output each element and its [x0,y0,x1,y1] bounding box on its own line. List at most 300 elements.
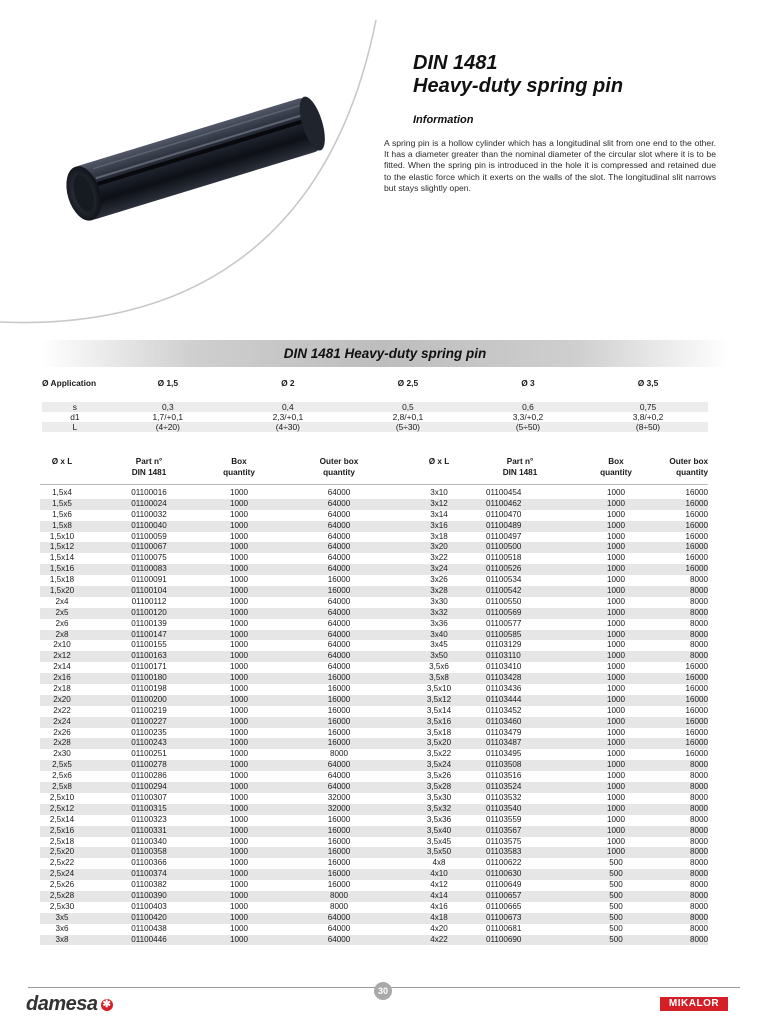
col-box: Box quantity [600,457,632,477]
table-cell: 2x6 [55,618,69,628]
table-cell: 3,5x40 [426,825,452,835]
table-cell: 16000 [685,531,708,541]
table-cell: 1000 [606,596,625,606]
table-cell: 3x18 [430,531,448,541]
table-header [40,456,708,478]
information-text: A spring pin is a hollow cylinder which has a longitudinal slit from one end to the other. It has a diameter greater than the nominal diameter of the circular slot where it is to be fitted. When the spring pin is introduced in the hole it is compressed and retained due to the elastic force which it exerts on the walls of the slot. The longitudinal slit narrows but stays slightly open. [384,138,716,193]
table-row [40,630,708,641]
table-cell: 1000 [229,934,248,944]
table-cell: 1000 [229,836,248,846]
table-cell: 1000 [606,542,625,552]
table-row [40,717,708,728]
table-cell: 64000 [327,934,351,944]
spec-row [42,412,708,422]
table-cell: 3x26 [430,575,448,585]
table-cell: 1000 [229,716,248,726]
table-cell: 64000 [327,651,351,661]
table-cell: 3,5x45 [426,836,452,846]
table-cell: 1000 [229,662,248,672]
table-cell: 1000 [606,803,625,813]
table-cell: 4x18 [430,912,448,922]
table-cell: 01100067 [131,542,167,552]
table-cell: 64000 [327,607,351,617]
table-cell: 01100673 [486,912,522,922]
table-cell: 01103129 [486,640,522,650]
table-cell: 01100323 [131,814,167,824]
table-cell: 01100569 [486,607,522,617]
table-cell: 16000 [327,575,351,585]
table-cell: 3x14 [430,509,448,519]
table-cell: 01103410 [486,662,522,672]
table-cell: 1000 [229,727,248,737]
table-cell: 2x10 [53,640,71,650]
table-cell: 01100438 [131,923,167,933]
table-cell: 500 [609,912,623,922]
table-row [40,826,708,837]
table-cell: 1000 [229,825,248,835]
table-cell: 1000 [229,520,248,530]
spring-pin-image [55,85,345,235]
table-cell: 2,5x5 [52,760,72,770]
table-cell: 1,5x14 [49,553,75,563]
table-cell: 8000 [689,771,708,781]
table-cell: 01100542 [486,586,522,596]
table-cell: 1000 [606,684,625,694]
table-cell: 500 [609,858,623,868]
table-cell: 1000 [229,890,248,900]
table-cell: 3,5x14 [426,705,452,715]
table-cell: 01100180 [131,673,167,683]
table-row [40,499,708,510]
table-cell: 1000 [606,738,625,748]
table-cell: 8000 [689,575,708,585]
table-cell: 2,5x20 [49,847,75,857]
table-row [40,684,708,695]
table-cell: 16000 [685,542,708,552]
table-cell: 3x30 [430,596,448,606]
table-row [40,804,708,815]
table-cell: 1000 [229,912,248,922]
col-outer: Outer box quantity [319,457,359,477]
table-cell: 2x5 [55,607,69,617]
table-cell: 01103495 [486,749,522,759]
table-cell: 3x8 [55,934,69,944]
table-cell: 16000 [685,662,708,672]
table-cell: 2x30 [53,749,71,759]
table-cell: 01100470 [486,509,522,519]
table-cell: 3x20 [430,542,448,552]
spec-header-cell: Ø 2,5 [397,378,419,388]
table-cell: 2,5x28 [49,890,75,900]
table-cell: 16000 [327,738,351,748]
table-cell: 64000 [327,640,351,650]
table-cell: 64000 [327,662,351,672]
table-cell: 2x18 [53,684,71,694]
table-cell: 3x32 [430,607,448,617]
damesa-logo [26,993,113,1016]
table-cell: 1000 [606,509,625,519]
table-cell: 01100278 [131,760,167,770]
table-cell: 01100286 [131,771,167,781]
table-cell: 1000 [229,771,248,781]
table-row [40,564,708,575]
table-cell: 3,5x28 [426,782,452,792]
table-cell: 01100577 [486,618,522,628]
table-cell: 8000 [689,651,708,661]
col-outer: Outer box quantity [669,457,708,477]
table-cell: 01100315 [131,803,167,813]
table-cell: 1000 [606,705,625,715]
table-cell: 01100420 [131,912,167,922]
table-cell: 3,5x8 [429,673,449,683]
table-cell: 500 [609,880,623,890]
col-part: Part n° DIN 1481 [131,457,167,477]
table-cell: 16000 [327,684,351,694]
table-cell: 8000 [689,586,708,596]
table-cell: 01103532 [486,792,522,802]
mikalor-logo: MIKALOR [660,997,728,1011]
table-cell: 01100500 [486,542,522,552]
table-cell: 3,5x22 [426,749,452,759]
table-cell: 01100200 [131,694,167,704]
table-row [40,619,708,630]
table-cell: 1000 [606,760,625,770]
spec-cell: 3,3/+0,2 [512,412,544,422]
table-cell: 01100016 [131,488,167,497]
table-cell: 64000 [327,923,351,933]
table-cell: 16000 [685,738,708,748]
table-cell: 1000 [229,651,248,661]
table-cell: 2x28 [53,738,71,748]
table-cell: 3x12 [430,498,448,508]
spec-cell: 3,8/+0,2 [632,412,664,422]
table-cell: 01103479 [486,727,522,737]
table-cell: 01100251 [131,749,167,759]
table-cell: 500 [609,934,623,944]
table-cell: 32000 [327,803,351,813]
table-cell: 16000 [685,553,708,563]
table-cell: 2,5x30 [49,901,75,911]
table-cell: 1000 [606,792,625,802]
table-cell: 1000 [606,716,625,726]
spec-cell: 2,8/+0,1 [392,412,424,422]
spec-row [42,402,708,412]
table-cell: 1000 [229,607,248,617]
table-cell: 01103524 [486,782,522,792]
col-box: Box quantity [223,457,255,477]
table-cell: 01100534 [486,575,522,585]
table-cell: 01100243 [131,738,167,748]
table-cell: 3x5 [55,912,69,922]
spec-cell: s [72,402,77,412]
table-cell: 01103452 [486,705,522,715]
table-cell: 8000 [329,749,348,759]
table-cell: 1000 [606,553,625,563]
table-cell: 16000 [327,694,351,704]
table-cell: 01100091 [131,575,167,585]
table-cell: 01100294 [131,782,167,792]
spec-header-cell: Ø 3,5 [637,378,659,388]
table-cell: 1000 [606,498,625,508]
spec-cell: 1,7/+0,1 [152,412,184,422]
table-cell: 8000 [689,607,708,617]
table-cell: 01100340 [131,836,167,846]
table-row [40,858,708,869]
spec-cell: 0,3 [161,402,174,412]
table-cell: 8000 [689,618,708,628]
table-row [40,673,708,684]
table-cell: 8000 [689,596,708,606]
table-cell: 3,5x24 [426,760,452,770]
table-row [40,608,708,619]
table-cell: 64000 [327,498,351,508]
table-cell: 3x24 [430,564,448,574]
table-cell: 01103436 [486,684,522,694]
table-cell: 1000 [606,727,625,737]
table-row [40,902,708,913]
table-cell: 8000 [329,901,348,911]
spec-header-cell: Ø 1,5 [157,378,179,388]
table-cell: 01100059 [131,531,167,541]
table-cell: 16000 [685,716,708,726]
page-number: 30 [374,982,392,1000]
table-cell: 8000 [689,760,708,770]
table-cell: 16000 [685,488,708,497]
table-cell: 1000 [229,869,248,879]
table-cell: 1000 [606,640,625,650]
table-cell: 2x24 [53,716,71,726]
table-cell: 3,5x20 [426,738,452,748]
spec-cell: 0,75 [639,402,657,412]
table-cell: 1000 [606,771,625,781]
table-cell: 64000 [327,509,351,519]
table-cell: 1000 [229,792,248,802]
table-cell: 1000 [606,586,625,596]
table-cell: 1000 [229,618,248,628]
table-row [40,662,708,673]
table-row [40,738,708,749]
table-cell: 16000 [685,520,708,530]
table-cell: 01100307 [131,792,167,802]
table-cell: 01103583 [486,847,522,857]
table-cell: 1000 [606,618,625,628]
table-cell: 64000 [327,771,351,781]
table-cell: 01100585 [486,629,522,639]
spec-row [42,422,708,432]
col-dxl: Ø x L [51,457,73,466]
table-cell: 1,5x6 [52,509,72,519]
table-cell: 01100403 [131,901,167,911]
table-cell: 01100075 [131,553,167,563]
table-cell: 1,5x8 [52,520,72,530]
table-cell: 8000 [689,782,708,792]
table-cell: 2,5x16 [49,825,75,835]
table-cell: 2,5x14 [49,814,75,824]
table-cell: 1000 [606,662,625,672]
table-cell: 01100665 [486,901,522,911]
table-cell: 01100366 [131,858,167,868]
spec-cell: (5÷50) [515,422,541,432]
table-cell: 1000 [606,488,625,497]
spec-cell: 0,4 [282,402,294,412]
table-cell: 8000 [689,901,708,911]
table-cell: 1000 [606,629,625,639]
table-cell: 1,5x5 [52,498,72,508]
table-cell: 01100227 [131,716,167,726]
table-cell: 16000 [327,727,351,737]
table-cell: 01100147 [131,629,167,639]
table-cell: 8000 [689,792,708,802]
table-cell: 1000 [229,760,248,770]
table-cell: 8000 [689,869,708,879]
table-cell: 64000 [327,782,351,792]
table-cell: 3x36 [430,618,448,628]
table-row [40,510,708,521]
table-cell: 4x16 [430,901,448,911]
table-cell: 16000 [685,705,708,715]
table-cell: 8000 [689,836,708,846]
table-cell: 01100163 [131,651,167,661]
table-cell: 01100374 [131,869,167,879]
table-row [40,749,708,760]
table-cell: 1000 [229,596,248,606]
table-cell: 8000 [689,847,708,857]
table-cell: 8000 [689,640,708,650]
table-cell: 01100630 [486,869,522,879]
table-cell: 1,5x18 [49,575,75,585]
table-cell: 3x22 [430,553,448,563]
table-cell: 8000 [689,814,708,824]
table-cell: 01100104 [131,586,167,596]
table-cell: 1000 [606,836,625,846]
table-cell: 3x40 [430,629,448,639]
table-cell: 01103567 [486,825,522,835]
table-cell: 1000 [606,607,625,617]
table-cell: 01100649 [486,880,522,890]
table-cell: 3,5x18 [426,727,452,737]
table-cell: 16000 [327,847,351,857]
table-row [40,815,708,826]
table-cell: 16000 [685,498,708,508]
table-cell: 4x10 [430,869,448,879]
table-cell: 1000 [606,651,625,661]
table-row [40,924,708,935]
table-cell: 01100032 [131,509,167,519]
table-row [40,532,708,543]
table-cell: 1000 [606,749,625,759]
table-cell: 01100390 [131,890,167,900]
table-cell: 8000 [689,912,708,922]
table-cell: 01100681 [486,923,522,933]
table-row [40,869,708,880]
table-cell: 2,5x8 [52,782,72,792]
table-cell: 01100139 [131,618,167,628]
table-row [40,891,708,902]
table-cell: 01100198 [131,684,167,694]
table-cell: 3,5x26 [426,771,452,781]
table-cell: 1000 [229,858,248,868]
table-cell: 01100657 [486,890,522,900]
table-cell: 8000 [689,890,708,900]
table-cell: 01103516 [486,771,522,781]
table-cell: 8000 [689,803,708,813]
table-cell: 64000 [327,488,351,497]
table-cell: 01103559 [486,814,522,824]
table-cell: 01103428 [486,673,522,683]
table-row [40,880,708,891]
table-cell: 01103575 [486,836,522,846]
spec-cell: (8÷50) [635,422,661,432]
table-cell: 1000 [229,923,248,933]
table-cell: 01103508 [486,760,522,770]
table-cell: 1000 [229,684,248,694]
table-row [40,640,708,651]
table-cell: 4x20 [430,923,448,933]
table-cell: 01100550 [486,596,522,606]
table-cell: 8000 [689,629,708,639]
table-cell: 16000 [685,684,708,694]
table-cell: 1000 [606,564,625,574]
table-row [40,793,708,804]
table-row [40,935,708,946]
spec-cell: 0,5 [402,402,414,412]
table-cell: 1000 [229,814,248,824]
page-subtitle: Heavy-duty spring pin [413,75,624,97]
table-cell: 8000 [329,890,348,900]
table-cell: 1000 [606,814,625,824]
table-cell: 01100112 [131,596,167,606]
table-cell: 1000 [229,803,248,813]
table-cell: 500 [609,901,623,911]
page-title: DIN 1481 [413,52,498,74]
table-cell: 1,5x12 [49,542,75,552]
table-row [40,837,708,848]
spec-cell: 0,6 [522,402,534,412]
table-divider [40,484,708,485]
table-cell: 3,5x30 [426,792,452,802]
table-row [40,542,708,553]
table-cell: 01100024 [131,498,167,508]
table-cell: 01100331 [131,825,167,835]
spec-cell: (4÷30) [275,422,300,432]
table-cell: 64000 [327,629,351,639]
table-row [40,575,708,586]
table-cell: 8000 [689,934,708,944]
table-cell: 1000 [606,531,625,541]
table-cell: 500 [609,869,623,879]
table-cell: 4x14 [430,890,448,900]
table-cell: 2,5x26 [49,880,75,890]
table-cell: 16000 [685,509,708,519]
table-cell: 1,5x20 [49,586,75,596]
table-cell: 01100489 [486,520,522,530]
table-cell: 8000 [689,880,708,890]
col-dxl: Ø x L [428,457,450,466]
table-cell: 1000 [229,564,248,574]
table-cell: 1,5x4 [52,488,72,497]
table-cell: 1000 [229,531,248,541]
table-cell: 2x4 [55,596,69,606]
table-cell: 500 [609,923,623,933]
table-cell: 1000 [606,782,625,792]
table-cell: 64000 [327,618,351,628]
table-row [40,553,708,564]
spec-header-cell: Ø 2 [281,378,295,388]
table-row [40,488,708,499]
table-cell: 01100382 [131,880,167,890]
table-cell: 16000 [327,880,351,890]
table-cell: 3,5x12 [426,694,452,704]
